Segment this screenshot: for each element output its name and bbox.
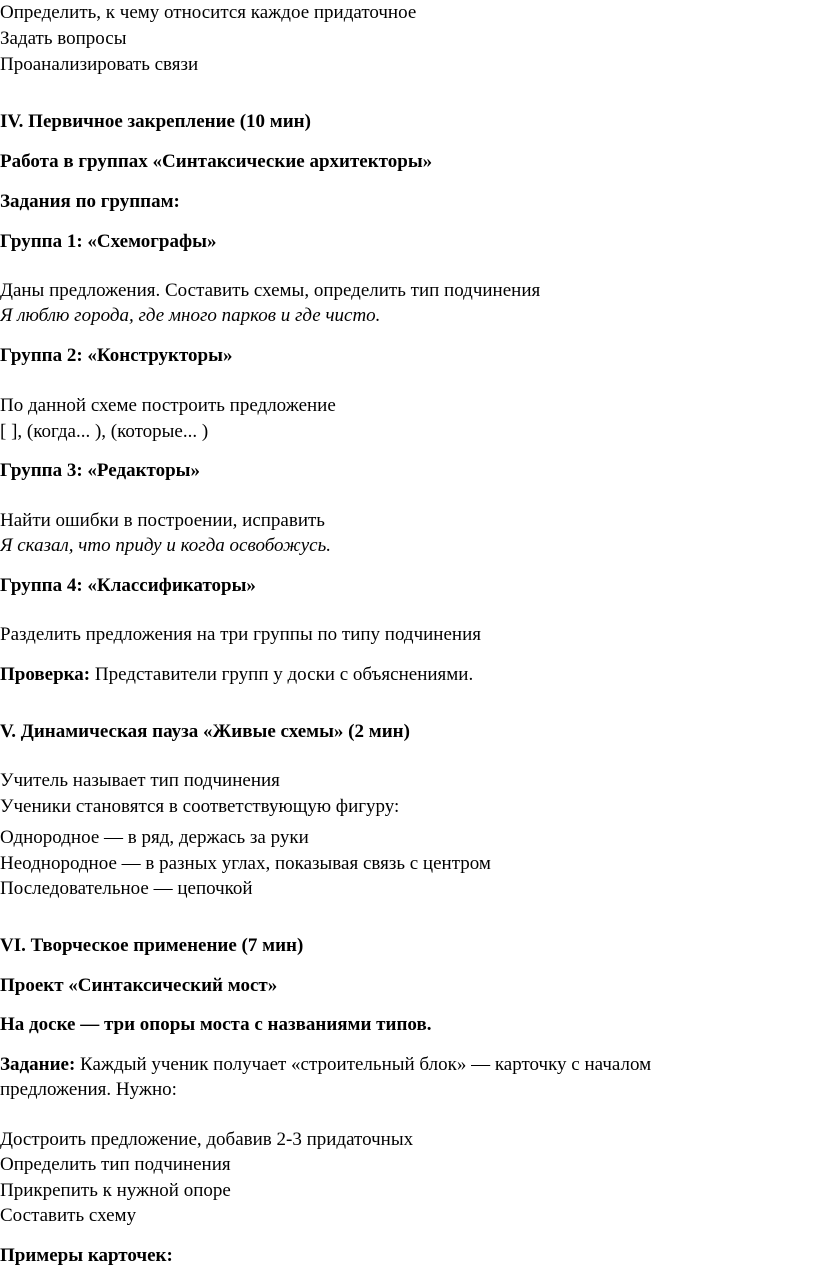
group-1-example: Я люблю города, где много парков и где чисто. <box>0 305 381 326</box>
task-paragraph-line-2: предложения. Нужно: <box>0 1079 177 1100</box>
intro-step-1: Определить, к чему относится каждое придаточное <box>0 2 417 23</box>
pause-line-5: Последовательное — цепочкой <box>0 878 253 899</box>
group-2-scheme: [ ], (когда... ), (которые... ) <box>0 421 209 442</box>
step-2: Определить тип подчинения <box>0 1154 231 1175</box>
group-1-text: Даны предложения. Составить схемы, определить тип подчинения <box>0 280 541 301</box>
section-5-heading: V. Динамическая пауза «Живые схемы» (2 мин) <box>0 721 410 742</box>
group-4-title: Группа 4: «Классификаторы» <box>0 575 256 596</box>
pause-line-2: Ученики становятся в соответствующую фигуру: <box>0 796 400 817</box>
group-2-text: По данной схеме построить предложение <box>0 395 336 416</box>
section-4-heading: IV. Первичное закрепление (10 мин) <box>0 111 311 132</box>
check-paragraph <box>0 663 473 687</box>
group-4-text: Разделить предложения на три группы по типу подчинения <box>0 624 481 645</box>
step-1: Достроить предложение, добавив 2-3 придаточных <box>0 1129 414 1150</box>
section-6-heading: VI. Творческое применение (7 мин) <box>0 935 304 956</box>
board-text: На доске — три опоры моста с названиями типов. <box>0 1014 432 1035</box>
group-3-title: Группа 3: «Редакторы» <box>0 460 201 481</box>
check-text: Представители групп у доски с объяснениями. <box>90 664 474 685</box>
group-3-text: Найти ошибки в построении, исправить <box>0 510 325 531</box>
pause-line-3: Однородное — в ряд, держась за руки <box>0 827 309 848</box>
pause-line-1: Учитель называет тип подчинения <box>0 770 280 791</box>
card-examples-label: Примеры карточек: <box>0 1245 173 1266</box>
step-3: Прикрепить к нужной опоре <box>0 1180 231 1201</box>
step-4: Составить схему <box>0 1205 137 1226</box>
intro-step-2: Задать вопросы <box>0 28 127 49</box>
group-1-title: Группа 1: «Схемографы» <box>0 231 217 252</box>
task-label: Задание: <box>0 1054 76 1075</box>
group-work-title: Работа в группах «Синтаксические архитекторы» <box>0 151 433 172</box>
group-2-title: Группа 2: «Конструкторы» <box>0 345 233 366</box>
intro-step-3: Проанализировать связи <box>0 54 199 75</box>
task-text: Каждый ученик получает «строительный блок» — карточку с началом <box>75 1054 652 1075</box>
check-label: Проверка: <box>0 664 91 685</box>
task-paragraph-line-1 <box>0 1053 651 1077</box>
group-tasks-label: Задания по группам: <box>0 191 180 212</box>
group-3-example: Я сказал, что приду и когда освобожусь. <box>0 535 331 556</box>
pause-line-4: Неоднородное — в разных углах, показывая связь с центром <box>0 853 491 874</box>
project-title: Проект «Синтаксический мост» <box>0 975 278 996</box>
